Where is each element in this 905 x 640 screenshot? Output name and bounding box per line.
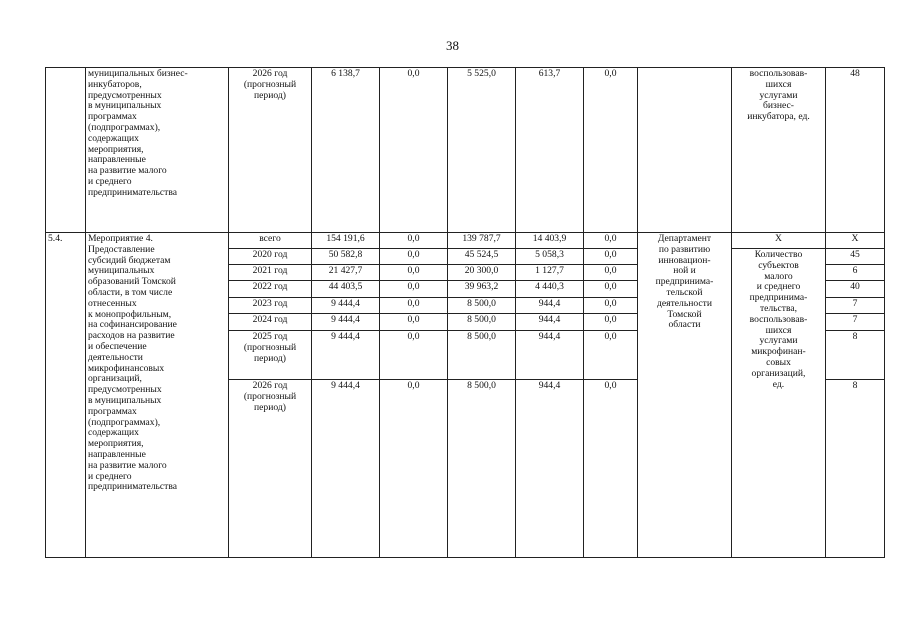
regional-cell: 8 500,0 bbox=[448, 331, 516, 380]
extra-cell: 0,0 bbox=[584, 265, 638, 281]
extra-cell: 0,0 bbox=[584, 233, 638, 249]
value-cell: 7 bbox=[826, 314, 885, 331]
federal-cell: 0,0 bbox=[380, 265, 448, 281]
regional-cell: 20 300,0 bbox=[448, 265, 516, 281]
value-cell: Х bbox=[826, 233, 885, 249]
value-cell: 6 bbox=[826, 265, 885, 281]
page-number: 38 bbox=[446, 38, 459, 53]
extra-cell: 0,0 bbox=[584, 298, 638, 314]
total-cell: 21 427,7 bbox=[312, 265, 380, 281]
total-cell: 50 582,8 bbox=[312, 249, 380, 265]
total-cell: 9 444,4 bbox=[312, 298, 380, 314]
extra-cell: 0,0 bbox=[584, 331, 638, 380]
extra-cell: 0,0 bbox=[584, 380, 638, 558]
regional-cell: 5 525,0 bbox=[448, 68, 516, 233]
executor-cell bbox=[638, 68, 732, 233]
local-cell: 4 440,3 bbox=[516, 281, 584, 298]
regional-cell: 8 500,0 bbox=[448, 380, 516, 558]
regional-cell: 8 500,0 bbox=[448, 298, 516, 314]
local-cell: 5 058,3 bbox=[516, 249, 584, 265]
federal-cell: 0,0 bbox=[380, 249, 448, 265]
total-cell: 9 444,4 bbox=[312, 380, 380, 558]
period-cell: всего bbox=[229, 233, 312, 249]
item-number-cell: 5.4. bbox=[46, 233, 86, 558]
local-cell: 944,4 bbox=[516, 314, 584, 331]
indicator-cell: воспользовав- шихся услугами бизнес- инкубатора, ед. bbox=[732, 68, 826, 233]
period-cell: 2026 год (прогнозный период) bbox=[229, 68, 312, 233]
indicator-cell: Количество субъектов малого и среднего предпринима- тельства, воспользовав- шихся услугами микрофинан- совых организаций, ед. bbox=[732, 249, 826, 558]
period-cell: 2020 год bbox=[229, 249, 312, 265]
federal-cell: 0,0 bbox=[380, 331, 448, 380]
period-cell: 2026 год (прогнозный период) bbox=[229, 380, 312, 558]
total-cell: 9 444,4 bbox=[312, 314, 380, 331]
value-cell: 48 bbox=[826, 68, 885, 233]
value-cell: 45 bbox=[826, 249, 885, 265]
extra-cell: 0,0 bbox=[584, 314, 638, 331]
total-cell: 9 444,4 bbox=[312, 331, 380, 380]
regional-cell: 139 787,7 bbox=[448, 233, 516, 249]
local-cell: 944,4 bbox=[516, 331, 584, 380]
local-cell: 1 127,7 bbox=[516, 265, 584, 281]
local-cell: 613,7 bbox=[516, 68, 584, 233]
period-cell: 2021 год bbox=[229, 265, 312, 281]
local-cell: 944,4 bbox=[516, 298, 584, 314]
item-number-cell bbox=[46, 68, 86, 233]
total-cell: 6 138,7 bbox=[312, 68, 380, 233]
period-cell: 2024 год bbox=[229, 314, 312, 331]
value-cell: 8 bbox=[826, 331, 885, 380]
local-cell: 944,4 bbox=[516, 380, 584, 558]
extra-cell: 0,0 bbox=[584, 281, 638, 298]
total-cell: 44 403,5 bbox=[312, 281, 380, 298]
federal-cell: 0,0 bbox=[380, 298, 448, 314]
federal-cell: 0,0 bbox=[380, 68, 448, 233]
federal-cell: 0,0 bbox=[380, 314, 448, 331]
table-row bbox=[46, 68, 885, 233]
period-cell: 2025 год (прогнозный период) bbox=[229, 331, 312, 380]
regional-cell: 8 500,0 bbox=[448, 314, 516, 331]
value-cell: 40 bbox=[826, 281, 885, 298]
regional-cell: 39 963,2 bbox=[448, 281, 516, 298]
federal-cell: 0,0 bbox=[380, 233, 448, 249]
regional-cell: 45 524,5 bbox=[448, 249, 516, 265]
table-row bbox=[46, 233, 885, 249]
extra-cell: 0,0 bbox=[584, 249, 638, 265]
activity-cell: муниципальных бизнес- инкубаторов, предусмотренных в муниципальных программах (подпрограммах), содержащих мероприятия, направленные на развитие малого и среднего предпринимательства bbox=[86, 68, 229, 233]
extra-cell: 0,0 bbox=[584, 68, 638, 233]
federal-cell: 0,0 bbox=[380, 281, 448, 298]
value-cell: 7 bbox=[826, 298, 885, 314]
period-cell: 2022 год bbox=[229, 281, 312, 298]
federal-cell: 0,0 bbox=[380, 380, 448, 558]
local-cell: 14 403,9 bbox=[516, 233, 584, 249]
executor-cell: Департамент по развитию инновацион- ной и предпринима- тельской деятельности Томской области bbox=[638, 233, 732, 558]
total-cell: 154 191,6 bbox=[312, 233, 380, 249]
period-cell: 2023 год bbox=[229, 298, 312, 314]
indicator-cell: Х bbox=[732, 233, 826, 249]
value-cell: 8 bbox=[826, 380, 885, 558]
budget-table bbox=[45, 67, 885, 558]
activity-cell: Мероприятие 4. Предоставление субсидий бюджетам муниципальных образований Томской области, в том числе отнесенных к монопрофильным, на софинансирование расходов на развитие и обеспечение деятельности микрофинансовых организаций, предусмотренных в муниципальных программах (подпрограммах), содержащих мероприятия, направленные на развитие малого и среднего предпринимательства bbox=[86, 233, 229, 558]
